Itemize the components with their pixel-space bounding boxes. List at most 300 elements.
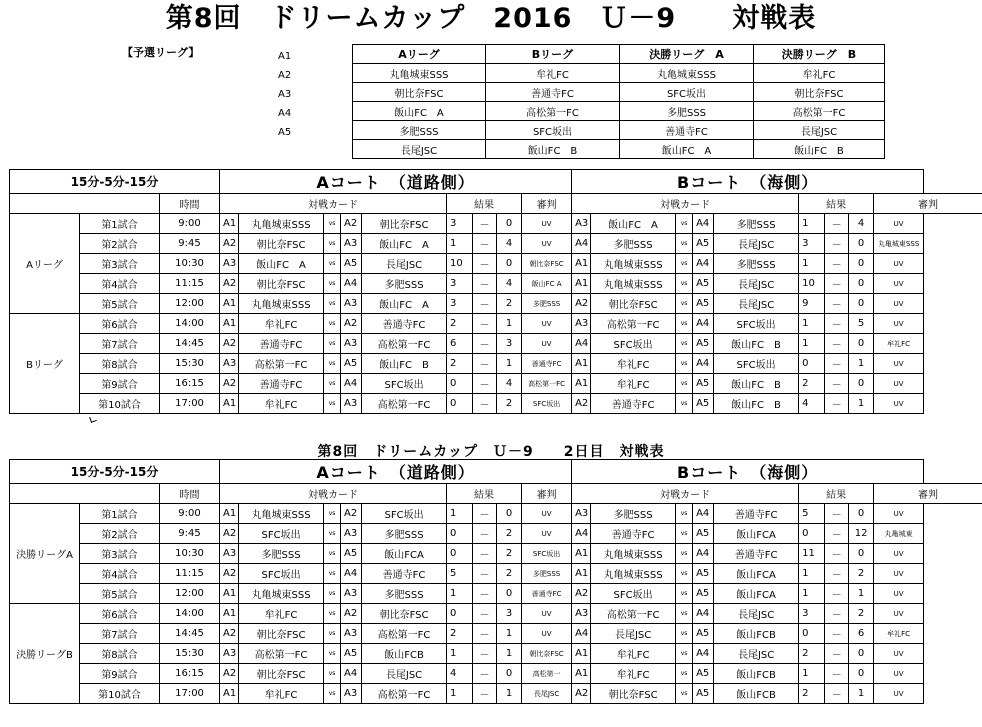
referee: UV xyxy=(874,394,924,414)
vs-label: vs xyxy=(676,564,693,584)
away-code: A5 xyxy=(693,584,714,604)
result-header-b: 結果 xyxy=(799,484,874,504)
score-dash: － xyxy=(473,254,497,274)
home-team: 丸亀城東SSS xyxy=(239,214,324,234)
home-team: 飯山FC A xyxy=(239,254,324,274)
score-dash: － xyxy=(473,684,497,704)
home-team: SFC坂出 xyxy=(591,584,676,604)
home-team: 牟礼FC xyxy=(591,374,676,394)
home-score: 9 xyxy=(799,294,825,314)
home-code: A2 xyxy=(572,294,591,314)
court-a-title: Aコート （道路側） xyxy=(220,460,572,484)
referee: 飯山FC A xyxy=(522,274,572,294)
team-cell: 牟礼FC xyxy=(754,64,885,83)
vs-label: vs xyxy=(324,664,341,684)
header-row-court xyxy=(10,170,982,194)
match-number: 第10試合 xyxy=(80,684,160,704)
referee: UV xyxy=(522,624,572,644)
away-code: A4 xyxy=(341,374,362,394)
vs-label: vs xyxy=(324,394,341,414)
home-team: 善通寺FC xyxy=(239,334,324,354)
home-code: A4 xyxy=(572,334,591,354)
away-score: 0 xyxy=(497,504,522,524)
vs-label: vs xyxy=(676,604,693,624)
home-team: 朝比奈FSC xyxy=(239,664,324,684)
match-number: 第4試合 xyxy=(80,274,160,294)
league-row xyxy=(353,64,885,83)
score-dash: － xyxy=(825,254,849,274)
home-code: A2 xyxy=(220,524,239,544)
away-code: A5 xyxy=(693,624,714,644)
score-dash: － xyxy=(473,374,497,394)
home-score: 3 xyxy=(447,214,473,234)
match-time: 16:15 xyxy=(160,374,220,394)
score-dash: － xyxy=(825,294,849,314)
card-header-b: 対戦カード xyxy=(572,194,799,214)
home-score: 0 xyxy=(447,524,473,544)
score-dash: － xyxy=(825,394,849,414)
home-code: A3 xyxy=(220,644,239,664)
away-team: 飯山FC A xyxy=(362,234,447,254)
home-code: A1 xyxy=(572,254,591,274)
home-code: A2 xyxy=(220,564,239,584)
away-team: 多肥SSS xyxy=(362,524,447,544)
referee: UV xyxy=(874,664,924,684)
team-cell: 飯山FC B xyxy=(754,140,885,159)
league-header: 決勝リーグ A xyxy=(620,45,754,64)
home-team: 長尾JSC xyxy=(591,624,676,644)
score-dash: － xyxy=(473,544,497,564)
score-dash: － xyxy=(473,664,497,684)
match-time: 17:00 xyxy=(160,684,220,704)
away-code: A3 xyxy=(341,394,362,414)
home-score: 0 xyxy=(799,354,825,374)
match-number: 第9試合 xyxy=(80,664,160,684)
referee-header-a: 審判 xyxy=(522,484,572,504)
referee: UV xyxy=(874,354,924,374)
page-title: 第8回 ドリームカップ 2016 Ｕ－9 対戦表 xyxy=(165,3,817,34)
away-team: 長尾JSC xyxy=(362,254,447,274)
score-dash: － xyxy=(473,564,497,584)
away-team: 多肥SSS xyxy=(362,584,447,604)
match-row xyxy=(10,504,982,524)
home-score: 3 xyxy=(447,274,473,294)
away-team: 飯山FCA xyxy=(714,564,799,584)
away-code: A4 xyxy=(341,274,362,294)
referee: 高松第一 xyxy=(522,664,572,684)
match-time: 17:00 xyxy=(160,394,220,414)
team-cell: 高松第一FC xyxy=(754,102,885,121)
away-team: 飯山FC B xyxy=(714,334,799,354)
home-score: 1 xyxy=(447,644,473,664)
home-code: A2 xyxy=(572,584,591,604)
home-code: A1 xyxy=(220,214,239,234)
score-dash: － xyxy=(825,234,849,254)
league-label: Aリーグ xyxy=(10,214,80,314)
vs-label: vs xyxy=(324,314,341,334)
match-number: 第6試合 xyxy=(80,604,160,624)
match-time: 9:00 xyxy=(160,214,220,234)
match-row xyxy=(10,604,982,624)
referee: UV xyxy=(874,564,924,584)
away-code: A5 xyxy=(693,274,714,294)
home-score: 0 xyxy=(799,524,825,544)
home-score: 2 xyxy=(447,314,473,334)
home-score: 3 xyxy=(799,234,825,254)
referee: UV xyxy=(874,584,924,604)
match-time: 15:30 xyxy=(160,644,220,664)
away-team: 飯山FCB xyxy=(714,684,799,704)
league-row xyxy=(353,102,885,121)
home-score: 5 xyxy=(799,504,825,524)
home-code: A1 xyxy=(220,294,239,314)
home-score: 1 xyxy=(799,334,825,354)
away-team: 善通寺FC xyxy=(362,314,447,334)
match-row xyxy=(10,354,982,374)
home-code: A1 xyxy=(572,274,591,294)
home-score: 0 xyxy=(447,374,473,394)
away-code: A5 xyxy=(341,544,362,564)
home-score: 1 xyxy=(447,234,473,254)
home-code: A2 xyxy=(572,394,591,414)
away-score: 4 xyxy=(497,234,522,254)
team-cell: 多肥SSS xyxy=(620,102,754,121)
match-time: 9:45 xyxy=(160,524,220,544)
day1-schedule-table xyxy=(9,169,982,414)
referee-header-a: 審判 xyxy=(522,194,572,214)
match-number: 第9試合 xyxy=(80,374,160,394)
home-score: 1 xyxy=(799,254,825,274)
home-team: 朝比奈FSC xyxy=(239,274,324,294)
home-code: A4 xyxy=(572,624,591,644)
match-row xyxy=(10,664,982,684)
league-row xyxy=(353,83,885,102)
league-label: 決勝リーグB xyxy=(10,604,80,704)
score-dash: － xyxy=(825,374,849,394)
away-score: 0 xyxy=(849,504,874,524)
home-team: 丸亀城東SSS xyxy=(239,294,324,314)
team-cell: 多肥SSS xyxy=(353,121,486,140)
away-score: 1 xyxy=(849,394,874,414)
home-team: 朝比奈FSC xyxy=(591,684,676,704)
away-score: 4 xyxy=(497,374,522,394)
home-code: A1 xyxy=(220,394,239,414)
away-score: 2 xyxy=(849,604,874,624)
referee: UV xyxy=(874,314,924,334)
vs-label: vs xyxy=(324,524,341,544)
team-cell: 長尾JSC xyxy=(353,140,486,159)
result-header-a: 結果 xyxy=(447,194,522,214)
home-score: 2 xyxy=(799,644,825,664)
referee: UV xyxy=(522,504,572,524)
corner-mark xyxy=(89,415,97,423)
away-score: 1 xyxy=(497,314,522,334)
referee: UV xyxy=(522,604,572,624)
match-time: 10:30 xyxy=(160,254,220,274)
court-b-title: Bコート （海側） xyxy=(572,170,924,194)
row-label: A2 xyxy=(278,70,292,81)
home-team: 牟礼FC xyxy=(239,394,324,414)
vs-label: vs xyxy=(676,374,693,394)
card-header-a: 対戦カード xyxy=(220,484,447,504)
match-row xyxy=(10,624,982,644)
vs-label: vs xyxy=(324,354,341,374)
referee: SFC坂出 xyxy=(522,394,572,414)
vs-label: vs xyxy=(676,254,693,274)
vs-label: vs xyxy=(676,214,693,234)
away-score: 0 xyxy=(497,584,522,604)
score-dash: － xyxy=(825,584,849,604)
away-team: 朝比奈FSC xyxy=(362,604,447,624)
vs-label: vs xyxy=(324,234,341,254)
away-code: A4 xyxy=(341,664,362,684)
vs-label: vs xyxy=(324,214,341,234)
away-code: A4 xyxy=(693,544,714,564)
score-dash: － xyxy=(825,504,849,524)
home-score: 2 xyxy=(799,684,825,704)
referee: UV xyxy=(874,644,924,664)
home-team: 善通寺FC xyxy=(591,524,676,544)
away-score: 4 xyxy=(849,214,874,234)
score-dash: － xyxy=(473,354,497,374)
away-team: 飯山FCA xyxy=(714,584,799,604)
vs-label: vs xyxy=(324,504,341,524)
match-number: 第6試合 xyxy=(80,314,160,334)
vs-label: vs xyxy=(676,624,693,644)
referee: UV xyxy=(874,214,924,234)
referee: UV xyxy=(522,314,572,334)
vs-label: vs xyxy=(324,274,341,294)
away-score: 5 xyxy=(849,314,874,334)
home-score: 0 xyxy=(447,604,473,624)
team-cell: 朝比奈FSC xyxy=(754,83,885,102)
score-dash: － xyxy=(473,504,497,524)
team-cell: 丸亀城東SSS xyxy=(620,64,754,83)
home-score: 1 xyxy=(799,584,825,604)
home-score: 1 xyxy=(447,504,473,524)
result-header-b: 結果 xyxy=(799,194,874,214)
match-time: 11:15 xyxy=(160,274,220,294)
home-team: 朝比奈FSC xyxy=(591,294,676,314)
home-team: 牟礼FC xyxy=(239,604,324,624)
away-score: 2 xyxy=(497,544,522,564)
score-dash: － xyxy=(473,524,497,544)
referee: UV xyxy=(522,234,572,254)
score-dash: － xyxy=(825,214,849,234)
home-team: 丸亀城東SSS xyxy=(239,584,324,604)
match-number: 第3試合 xyxy=(80,254,160,274)
score-dash: － xyxy=(473,294,497,314)
match-number: 第4試合 xyxy=(80,564,160,584)
home-code: A1 xyxy=(220,684,239,704)
team-cell: SFC坂出 xyxy=(620,83,754,102)
home-code: A3 xyxy=(220,354,239,374)
home-team: 牟礼FC xyxy=(591,644,676,664)
vs-label: vs xyxy=(676,664,693,684)
match-row xyxy=(10,644,982,664)
referee: 朝比奈FSC xyxy=(522,254,572,274)
away-code: A3 xyxy=(341,334,362,354)
home-team: SFC坂出 xyxy=(239,564,324,584)
match-row xyxy=(10,584,982,604)
match-row xyxy=(10,294,982,314)
home-team: 朝比奈FSC xyxy=(239,624,324,644)
away-code: A3 xyxy=(341,684,362,704)
score-dash: － xyxy=(825,564,849,584)
score-dash: － xyxy=(825,334,849,354)
home-code: A2 xyxy=(220,274,239,294)
match-time: 15:30 xyxy=(160,354,220,374)
vs-label: vs xyxy=(324,644,341,664)
referee: UV xyxy=(522,334,572,354)
referee: SFC坂出 xyxy=(522,544,572,564)
match-time: 14:45 xyxy=(160,624,220,644)
home-code: A1 xyxy=(572,664,591,684)
row-label: A5 xyxy=(278,127,292,138)
home-team: 丸亀城東SSS xyxy=(591,564,676,584)
away-team: 多肥SSS xyxy=(714,254,799,274)
away-team: 高松第一FC xyxy=(362,394,447,414)
match-number: 第7試合 xyxy=(80,624,160,644)
vs-label: vs xyxy=(324,624,341,644)
team-cell: 飯山FC B xyxy=(486,140,620,159)
away-team: 高松第一FC xyxy=(362,684,447,704)
match-format: 15分-5分-15分 xyxy=(10,460,220,484)
home-team: 高松第一FC xyxy=(239,354,324,374)
home-code: A2 xyxy=(220,234,239,254)
match-row xyxy=(10,334,982,354)
blank-cell xyxy=(10,484,160,504)
score-dash: － xyxy=(825,664,849,684)
home-code: A1 xyxy=(572,374,591,394)
referee: UV xyxy=(874,254,924,274)
away-code: A5 xyxy=(693,334,714,354)
away-code: A4 xyxy=(693,644,714,664)
away-code: A3 xyxy=(341,524,362,544)
referee: 丸亀城東SSS xyxy=(874,234,924,254)
match-row xyxy=(10,214,982,234)
match-time: 9:45 xyxy=(160,234,220,254)
away-score: 0 xyxy=(497,664,522,684)
away-score: 0 xyxy=(849,254,874,274)
team-cell: SFC坂出 xyxy=(486,121,620,140)
home-code: A1 xyxy=(572,354,591,374)
match-time: 11:15 xyxy=(160,564,220,584)
away-score: 1 xyxy=(849,354,874,374)
referee: UV xyxy=(874,504,924,524)
away-team: 多肥SSS xyxy=(362,274,447,294)
home-score: 0 xyxy=(447,544,473,564)
away-code: A5 xyxy=(341,354,362,374)
home-score: 1 xyxy=(447,584,473,604)
away-team: SFC坂出 xyxy=(362,504,447,524)
away-score: 3 xyxy=(497,604,522,624)
away-team: 長尾JSC xyxy=(714,234,799,254)
league-row xyxy=(353,121,885,140)
match-format: 15分-5分-15分 xyxy=(10,170,220,194)
home-score: 3 xyxy=(799,604,825,624)
referee-header-b: 審判 xyxy=(874,194,982,214)
home-score: 1 xyxy=(799,314,825,334)
away-score: 2 xyxy=(497,294,522,314)
referee: 牟礼FC xyxy=(874,624,924,644)
vs-label: vs xyxy=(676,274,693,294)
home-score: 4 xyxy=(447,664,473,684)
away-score: 3 xyxy=(497,334,522,354)
vs-label: vs xyxy=(676,354,693,374)
home-team: 飯山FC A xyxy=(591,214,676,234)
match-number: 第2試合 xyxy=(80,234,160,254)
referee: 丸亀城東 xyxy=(874,524,924,544)
time-header: 時間 xyxy=(160,484,220,504)
match-time: 16:15 xyxy=(160,664,220,684)
league-header: Bリーグ xyxy=(486,45,620,64)
away-team: 飯山FC B xyxy=(714,394,799,414)
home-code: A3 xyxy=(572,214,591,234)
away-score: 0 xyxy=(849,644,874,664)
league-row xyxy=(353,140,885,159)
home-score: 6 xyxy=(447,334,473,354)
away-team: SFC坂出 xyxy=(714,314,799,334)
away-score: 0 xyxy=(849,664,874,684)
match-row xyxy=(10,544,982,564)
away-code: A5 xyxy=(693,664,714,684)
away-score: 0 xyxy=(849,274,874,294)
score-dash: － xyxy=(473,274,497,294)
score-dash: － xyxy=(473,604,497,624)
home-score: 0 xyxy=(799,624,825,644)
court-b-title: Bコート （海側） xyxy=(572,460,924,484)
match-time: 14:45 xyxy=(160,334,220,354)
vs-label: vs xyxy=(676,314,693,334)
day2-schedule-table xyxy=(9,459,982,704)
home-score: 1 xyxy=(799,664,825,684)
score-dash: － xyxy=(825,684,849,704)
away-code: A4 xyxy=(693,504,714,524)
away-score: 1 xyxy=(849,584,874,604)
referee-header-b: 審判 xyxy=(874,484,982,504)
home-team: 善通寺FC xyxy=(239,374,324,394)
away-team: 高松第一FC xyxy=(362,334,447,354)
referee: 牟礼FC xyxy=(874,334,924,354)
home-score: 10 xyxy=(799,274,825,294)
away-score: 0 xyxy=(849,294,874,314)
vs-label: vs xyxy=(676,584,693,604)
score-dash: － xyxy=(473,334,497,354)
home-code: A4 xyxy=(572,234,591,254)
home-score: 1 xyxy=(799,214,825,234)
home-team: 朝比奈FSC xyxy=(239,234,324,254)
vs-label: vs xyxy=(324,334,341,354)
vs-label: vs xyxy=(676,394,693,414)
away-team: SFC坂出 xyxy=(714,354,799,374)
score-dash: － xyxy=(825,624,849,644)
away-team: 長尾JSC xyxy=(714,274,799,294)
away-code: A5 xyxy=(693,684,714,704)
away-score: 2 xyxy=(497,394,522,414)
home-code: A2 xyxy=(220,374,239,394)
match-row xyxy=(10,564,982,584)
referee: 多肥SSS xyxy=(522,294,572,314)
match-time: 12:00 xyxy=(160,294,220,314)
away-team: 善通寺FC xyxy=(714,504,799,524)
team-cell: 飯山FC A xyxy=(620,140,754,159)
match-number: 第8試合 xyxy=(80,354,160,374)
match-row xyxy=(10,254,982,274)
home-team: 高松第一FC xyxy=(591,604,676,624)
home-score: 4 xyxy=(799,394,825,414)
league-label: 決勝リーグA xyxy=(10,504,80,604)
